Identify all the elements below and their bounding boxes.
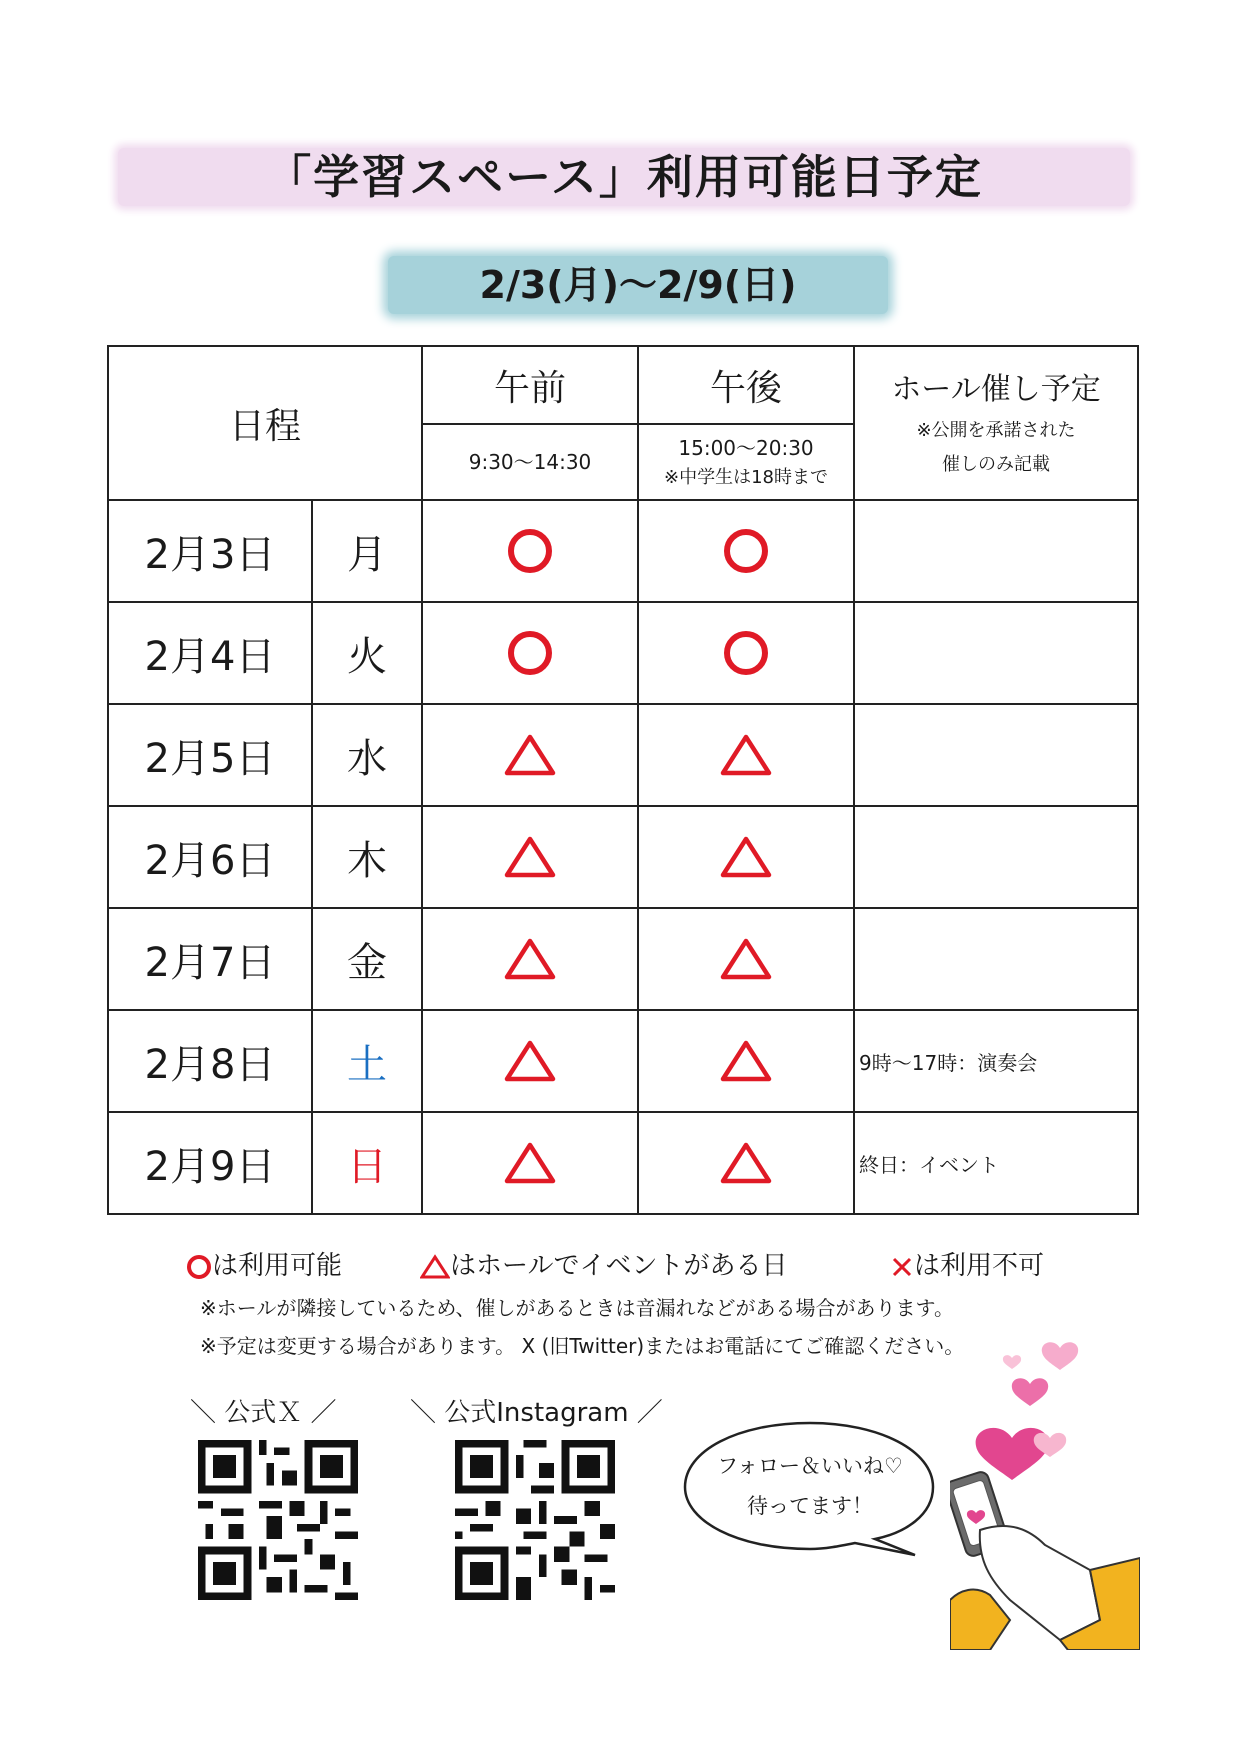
pm-note: ※中学生は18時まで xyxy=(664,466,829,488)
note-sound: ※ホールが隣接しているため、催しがあるときは音漏れなどがある場合があります。 xyxy=(200,1296,954,1320)
header-hall-note-2: 催しのみ記載 xyxy=(942,454,1051,475)
triangle-mark-icon xyxy=(503,1140,557,1186)
table-row xyxy=(108,704,1138,806)
circle-mark-icon xyxy=(505,628,555,678)
triangle-mark-icon xyxy=(503,732,557,778)
row-am-status xyxy=(422,602,638,704)
row-hall-event: 9時〜17時：演奏会 xyxy=(854,1010,1138,1112)
row-weekday: 水 xyxy=(312,704,422,806)
header-am: 午前 xyxy=(422,346,638,424)
triangle-mark-icon xyxy=(719,1038,773,1084)
row-hall-event xyxy=(854,500,1138,602)
row-weekday: 金 xyxy=(312,908,422,1010)
header-hall xyxy=(854,346,1138,500)
legend-available xyxy=(186,1245,342,1282)
sns-x-label: ＼ 公式Ｘ ／ xyxy=(190,1398,337,1428)
row-date: 2月8日 xyxy=(108,1010,312,1112)
row-hall-event xyxy=(854,602,1138,704)
row-date: 2月9日 xyxy=(108,1112,312,1214)
header-hall-title: ホール催し予定 xyxy=(891,371,1101,407)
header-schedule: 日程 xyxy=(108,346,422,500)
table-row xyxy=(108,500,1138,602)
row-weekday: 月 xyxy=(312,500,422,602)
triangle-mark-icon xyxy=(503,936,557,982)
am-time: 9:30〜14:30 xyxy=(422,424,638,500)
row-date: 2月7日 xyxy=(108,908,312,1010)
sns-instagram-label: ＼ 公式Instagram ／ xyxy=(410,1398,663,1428)
table-row xyxy=(108,806,1138,908)
header-hall-note-1: ※公開を承諾された xyxy=(916,419,1076,441)
row-weekday: 火 xyxy=(312,602,422,704)
row-date: 2月6日 xyxy=(108,806,312,908)
row-hall-event xyxy=(854,908,1138,1010)
bubble-line-2: 待ってます！ xyxy=(747,1494,873,1518)
legend-unavailable xyxy=(890,1245,1044,1282)
qr-code-instagram[interactable] xyxy=(455,1440,615,1600)
row-hall-event xyxy=(854,806,1138,908)
circle-mark-icon xyxy=(721,628,771,678)
row-pm-status xyxy=(638,908,854,1010)
legend-event-label: はホールでイベントがある日 xyxy=(450,1251,788,1281)
date-range: 2/3(月)〜2/9(日) xyxy=(479,263,797,307)
hearts-icon xyxy=(976,1342,1079,1480)
note-change: ※予定は変更する場合があります。 X (旧Twitter)またはお電話にてご確認ください。 xyxy=(200,1334,965,1358)
row-hall-event xyxy=(854,704,1138,806)
row-pm-status xyxy=(638,704,854,806)
circle-mark-icon xyxy=(186,1254,212,1280)
header-pm: 午後 xyxy=(638,346,854,424)
row-am-status xyxy=(422,1010,638,1112)
row-am-status xyxy=(422,806,638,908)
triangle-mark-icon xyxy=(719,732,773,778)
row-date: 2月3日 xyxy=(108,500,312,602)
schedule-table xyxy=(107,345,1139,1215)
bubble-line-1: フォロー＆いいね♡ xyxy=(717,1454,903,1478)
row-pm-status xyxy=(638,500,854,602)
table-row xyxy=(108,908,1138,1010)
pm-time: 15:00〜20:30 xyxy=(678,435,814,460)
row-pm-status xyxy=(638,1112,854,1214)
row-am-status xyxy=(422,908,638,1010)
triangle-mark-icon xyxy=(719,1140,773,1186)
row-pm-status xyxy=(638,1010,854,1112)
row-weekday: 木 xyxy=(312,806,422,908)
triangle-mark-icon xyxy=(420,1254,450,1280)
table-row xyxy=(108,1010,1138,1112)
row-hall-event: 終日：イベント xyxy=(854,1112,1138,1214)
phone-hearts-illustration xyxy=(950,1320,1140,1650)
page-title: 「学習スペース」利用可能日予定 xyxy=(265,150,983,204)
row-am-status xyxy=(422,1112,638,1214)
legend-available-label: は利用可能 xyxy=(212,1251,343,1281)
cross-mark-icon xyxy=(890,1254,914,1280)
row-weekday: 日 xyxy=(312,1112,422,1214)
legend-event xyxy=(420,1245,787,1282)
row-date: 2月4日 xyxy=(108,602,312,704)
row-pm-status xyxy=(638,806,854,908)
table-row xyxy=(108,602,1138,704)
pm-time-cell xyxy=(638,424,854,500)
qr-code-x[interactable] xyxy=(198,1440,358,1600)
table-row xyxy=(108,1112,1138,1214)
triangle-mark-icon xyxy=(719,834,773,880)
row-am-status xyxy=(422,704,638,806)
row-pm-status xyxy=(638,602,854,704)
circle-mark-icon xyxy=(505,526,555,576)
row-date: 2月5日 xyxy=(108,704,312,806)
triangle-mark-icon xyxy=(719,936,773,982)
triangle-mark-icon xyxy=(503,834,557,880)
row-am-status xyxy=(422,500,638,602)
legend-unavailable-label: は利用不可 xyxy=(914,1251,1045,1281)
row-weekday: 土 xyxy=(312,1010,422,1112)
triangle-mark-icon xyxy=(503,1038,557,1084)
circle-mark-icon xyxy=(721,526,771,576)
